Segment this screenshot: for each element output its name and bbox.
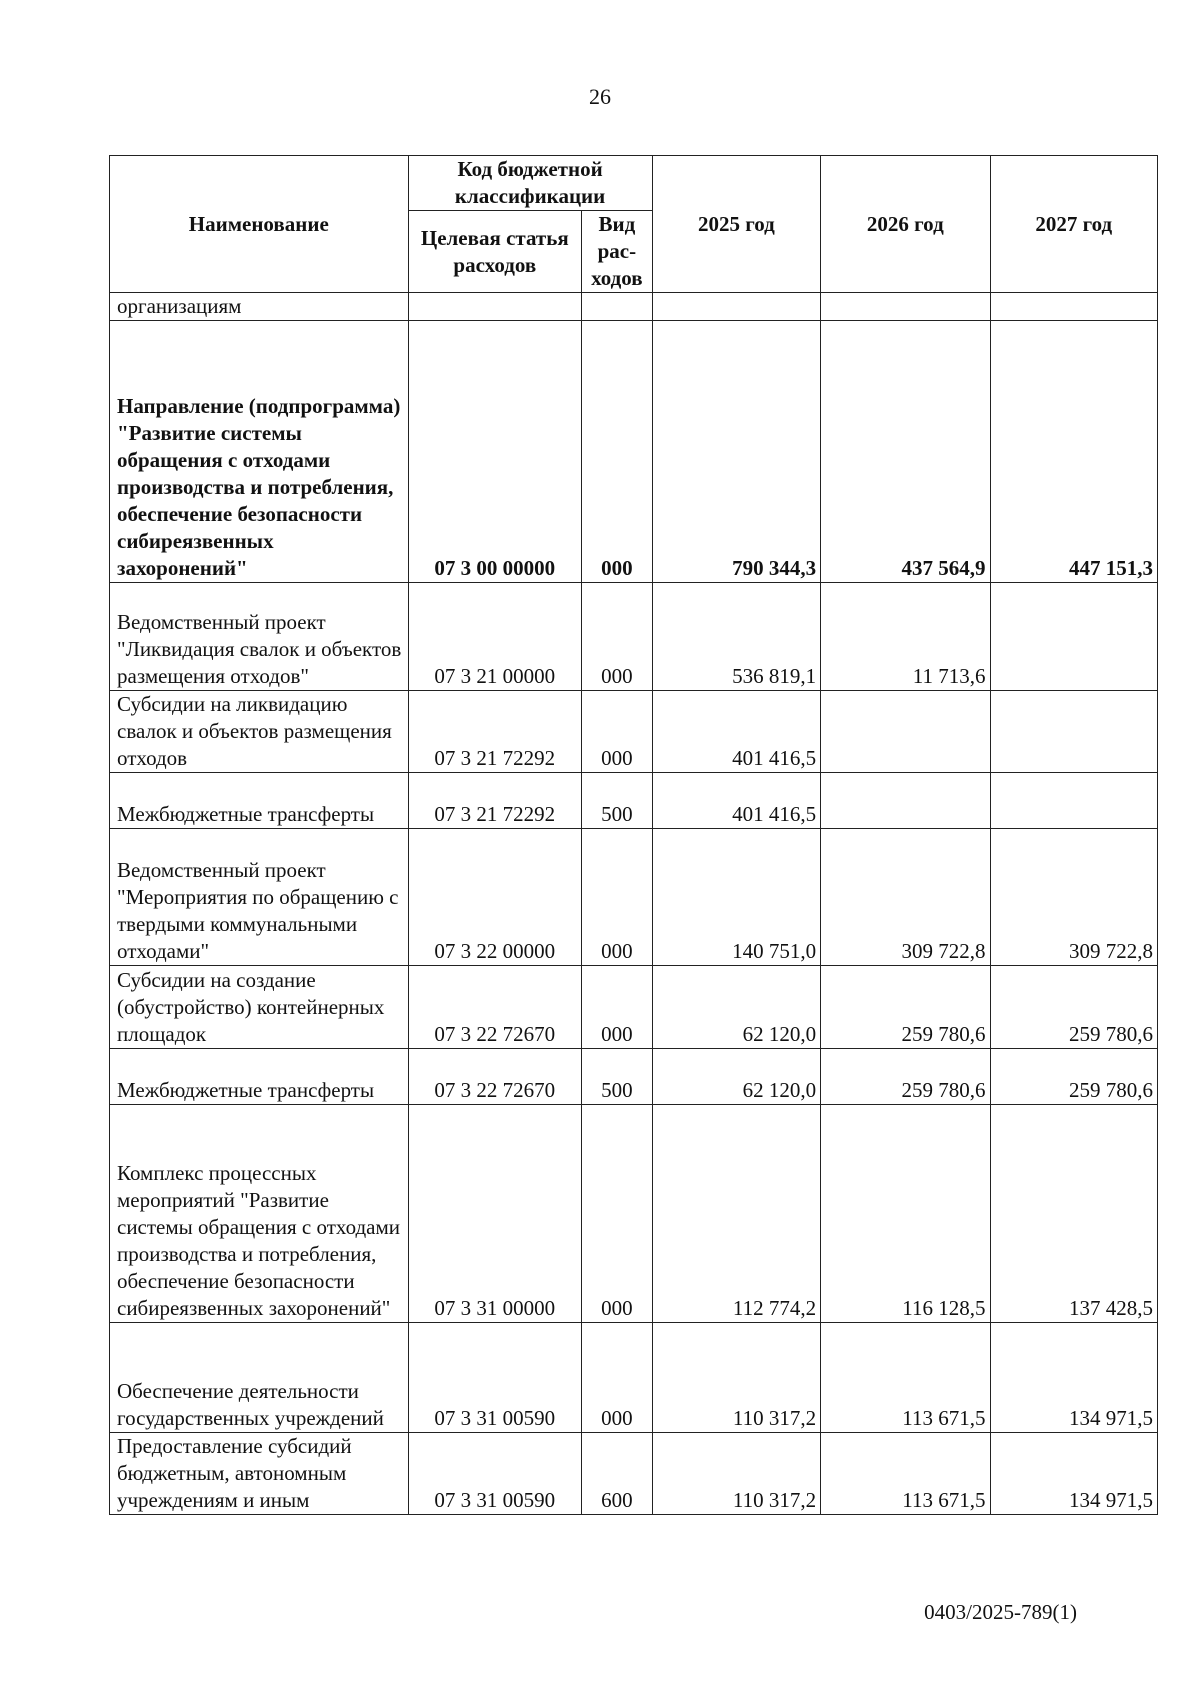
header-2026: 2026 год (821, 156, 990, 293)
cell-kind: 600 (582, 1433, 653, 1515)
table-row (110, 829, 1158, 966)
cell-kind: 000 (582, 691, 653, 773)
cell-target: 07 3 31 00590 (408, 1323, 581, 1433)
cell-target (408, 293, 581, 321)
cell-2027: 134 971,5 (990, 1433, 1157, 1515)
cell-2027 (990, 583, 1157, 691)
cell-2025 (652, 293, 820, 321)
table-row (110, 966, 1158, 1049)
cell-kind: 000 (582, 1105, 653, 1323)
cell-kind (582, 293, 653, 321)
cell-kind: 000 (582, 1323, 653, 1433)
cell-target: 07 3 22 72670 (408, 966, 581, 1049)
table-row (110, 583, 1158, 691)
cell-kind: 500 (582, 773, 653, 829)
cell-name: Предоставление субсидий бюджетным, автономным учреждениям и иным (110, 1433, 409, 1515)
header-name: Наименование (110, 156, 409, 293)
cell-name: Ведомственный проект "Ликвидация свалок и объектов размещения отходов" (110, 583, 409, 691)
document-number: 0403/2025-789(1) (924, 1600, 1077, 1624)
cell-kind: 000 (582, 966, 653, 1049)
cell-target: 07 3 22 72670 (408, 1049, 581, 1105)
cell-2025: 140 751,0 (652, 829, 820, 966)
cell-name: Субсидии на ликвидацию свалок и объектов размещения отходов (110, 691, 409, 773)
cell-2025: 110 317,2 (652, 1433, 820, 1515)
cell-2025: 536 819,1 (652, 583, 820, 691)
cell-target: 07 3 21 00000 (408, 583, 581, 691)
cell-2025: 62 120,0 (652, 1049, 820, 1105)
cell-2026: 259 780,6 (821, 1049, 990, 1105)
cell-2027: 259 780,6 (990, 1049, 1157, 1105)
cell-name: Комплекс процессных мероприятий "Развитие системы обращения с отходами производства и потребления, обеспечение безопасности сибиреязвенных захоронений" (110, 1105, 409, 1323)
header-target-article: Целевая статья расходов (408, 211, 581, 293)
table-row (110, 321, 1158, 583)
cell-kind: 000 (582, 829, 653, 966)
cell-2026: 309 722,8 (821, 829, 990, 966)
cell-2027: 447 151,3 (990, 321, 1157, 583)
cell-2025: 110 317,2 (652, 1323, 820, 1433)
header-2027: 2027 год (990, 156, 1157, 293)
cell-2027: 309 722,8 (990, 829, 1157, 966)
cell-2026: 116 128,5 (821, 1105, 990, 1323)
cell-2027 (990, 293, 1157, 321)
cell-2027 (990, 691, 1157, 773)
page-number: 26 (589, 84, 611, 109)
cell-name: организациям (110, 293, 409, 321)
cell-name: Обеспечение деятельности государственных учреждений (110, 1323, 409, 1433)
cell-target: 07 3 21 72292 (408, 691, 581, 773)
cell-target: 07 3 00 00000 (408, 321, 581, 583)
cell-2025: 401 416,5 (652, 691, 820, 773)
table-row (110, 1323, 1158, 1433)
cell-kind: 000 (582, 321, 653, 583)
budget-table (109, 155, 1158, 1515)
cell-2025: 62 120,0 (652, 966, 820, 1049)
cell-2026: 259 780,6 (821, 966, 990, 1049)
header-code-group: Код бюджетной классификации (408, 156, 652, 211)
cell-2027: 137 428,5 (990, 1105, 1157, 1323)
table-row-continuation (110, 293, 1158, 321)
cell-2027 (990, 773, 1157, 829)
cell-kind: 500 (582, 1049, 653, 1105)
cell-2026 (821, 293, 990, 321)
header-expense-kind: Вид рас-ходов (582, 211, 653, 293)
cell-target: 07 3 22 00000 (408, 829, 581, 966)
cell-2027: 134 971,5 (990, 1323, 1157, 1433)
cell-name: Субсидии на создание (обустройство) контейнерных площадок (110, 966, 409, 1049)
table-row (110, 1105, 1158, 1323)
cell-2025: 401 416,5 (652, 773, 820, 829)
cell-name: Ведомственный проект "Мероприятия по обращению с твердыми коммунальными отходами" (110, 829, 409, 966)
table-row (110, 1049, 1158, 1105)
cell-2025: 112 774,2 (652, 1105, 820, 1323)
cell-kind: 000 (582, 583, 653, 691)
cell-2026: 11 713,6 (821, 583, 990, 691)
cell-target: 07 3 31 00590 (408, 1433, 581, 1515)
table-row (110, 773, 1158, 829)
cell-2026 (821, 691, 990, 773)
cell-name: Направление (подпрограмма) "Развитие системы обращения с отходами производства и потребления, обеспечение безопасности сибиреязвенных захоронений" (110, 321, 409, 583)
cell-2027: 259 780,6 (990, 966, 1157, 1049)
table-row (110, 691, 1158, 773)
cell-2025: 790 344,3 (652, 321, 820, 583)
cell-2026: 113 671,5 (821, 1323, 990, 1433)
cell-name: Межбюджетные трансферты (110, 1049, 409, 1105)
cell-target: 07 3 31 00000 (408, 1105, 581, 1323)
budget-table-container (109, 155, 1158, 1515)
cell-2026: 437 564,9 (821, 321, 990, 583)
header-2025: 2025 год (652, 156, 820, 293)
cell-2026 (821, 773, 990, 829)
cell-target: 07 3 21 72292 (408, 773, 581, 829)
cell-name: Межбюджетные трансферты (110, 773, 409, 829)
table-row (110, 1433, 1158, 1515)
cell-2026: 113 671,5 (821, 1433, 990, 1515)
